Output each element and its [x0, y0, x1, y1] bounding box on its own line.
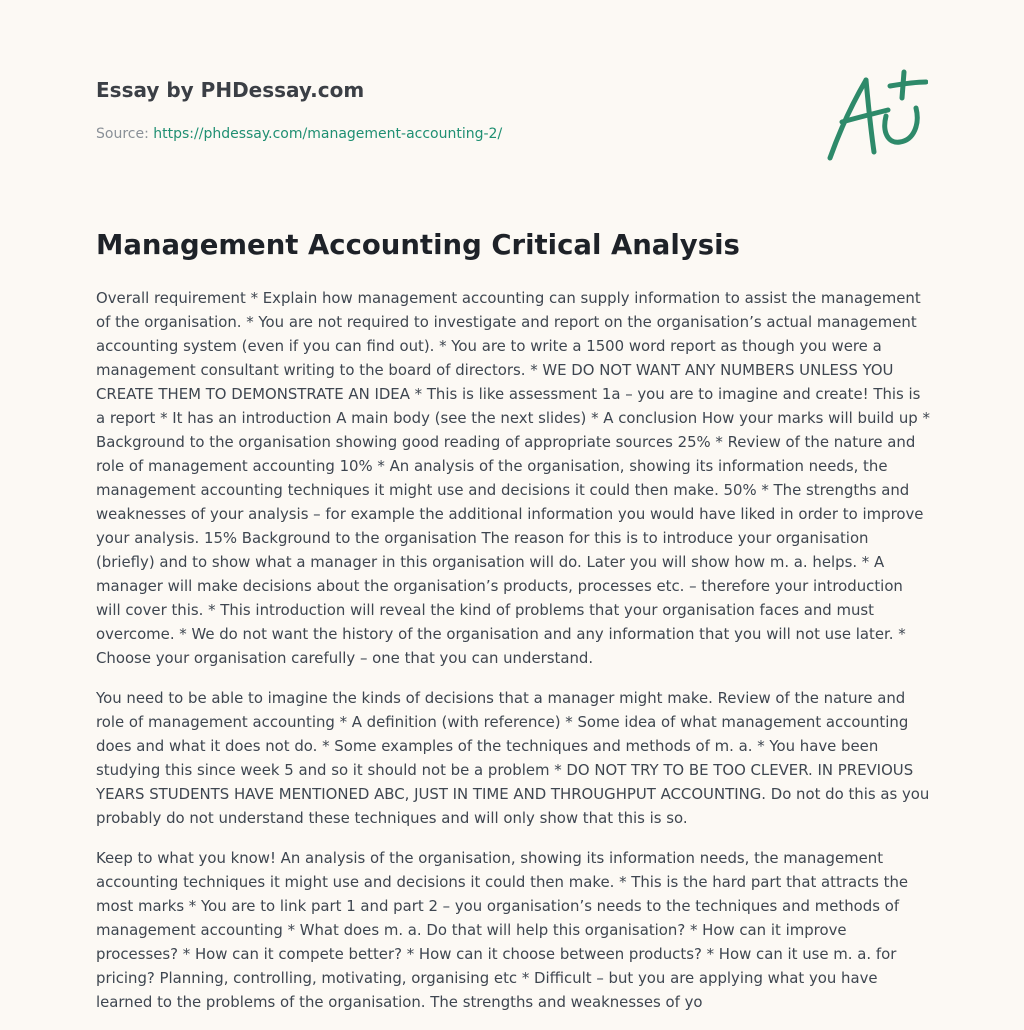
source-label: Source: [96, 126, 149, 142]
site-brand: Essay by PHDessay.com [96, 78, 365, 102]
article-paragraph: You need to be able to imagine the kinds of decisions that a manager might make. Review of the nature and role of management accounting * A definition (with reference) * Some idea of what management accounting does and what it does not do. * Some examples of the techniques and methods of m. a. * You have been studying this since week 5 and so it should not be a problem * DO NOT TRY TO BE TOO CLEVER. IN PREVIOUS YEARS STUDENTS HAVE MENTIONED ABC, JUST IN TIME AND THROUGHPUT ACCOUNTING. Do not do this as you probably do not understand these techniques and will only show that this is so. [96, 689, 930, 827]
page-header [96, 76, 796, 144]
source-link[interactable]: https://phdessay.com/management-accounting-2/ [153, 126, 503, 142]
a-plus-grade-icon [822, 68, 928, 164]
article-paragraph: Overall requirement * Explain how management accounting can supply information to assist the management of the organisation. * You are not required to investigate and report on the organisation’s actual management accounting system (even if you can find out). * You are to write a 1500 word report as though you were a management consultant writing to the board of directors. * WE DO NOT WANT ANY NUMBERS UNLESS YOU CREATE THEM TO DEMONSTRATE AN IDEA * This is like assessment 1a – you are to imagine and create! This is a report * It has an introduction A main body (see the next slides) * A conclusion How your marks will build up * Background to the organisation showing good reading of appropriate sources 25% * Review of the nature and role of management accounting 10% * An analysis of the organisation, showing its information needs, the management accounting techniques it might use and decisions it could then make. 50% * The strengths and weaknesses of your analysis – for example the additional information you would have liked in order to improve your analysis. 15% Background to the organisation The reason for this is to introduce your organisation (briefly) and to show what a manager in this organisation will do. Later you will show how m. a. helps. * A manager will make decisions about the organisation’s products, processes etc. – therefore your introduction will cover this. * This introduction will reveal the kind of problems that your organisation faces and must overcome. * We do not want the history of the organisation and any information that you will not use later. * Choose your organisation carefully – one that you can understand. [96, 289, 930, 667]
article-body [96, 286, 930, 1030]
article-paragraph: Keep to what you know! An analysis of the organisation, showing its information needs, the management accounting techniques it might use and decisions it could then make. * This is the hard part that attracts the most marks * You are to link part 1 and part 2 – you organisation’s needs to the techniques and methods of management accounting * What does m. a. Do that will help this organisation? * How can it improve processes? * How can it compete better? * How can it choose between products? * How can it use m. a. for pricing? Planning, controlling, motivating, organising etc * Difficult – but you are applying what you have learned to the problems of the organisation. The strengths and weaknesses of yo [96, 849, 909, 1011]
source-line [96, 124, 796, 144]
article-title: Management Accounting Critical Analysis [96, 229, 740, 261]
